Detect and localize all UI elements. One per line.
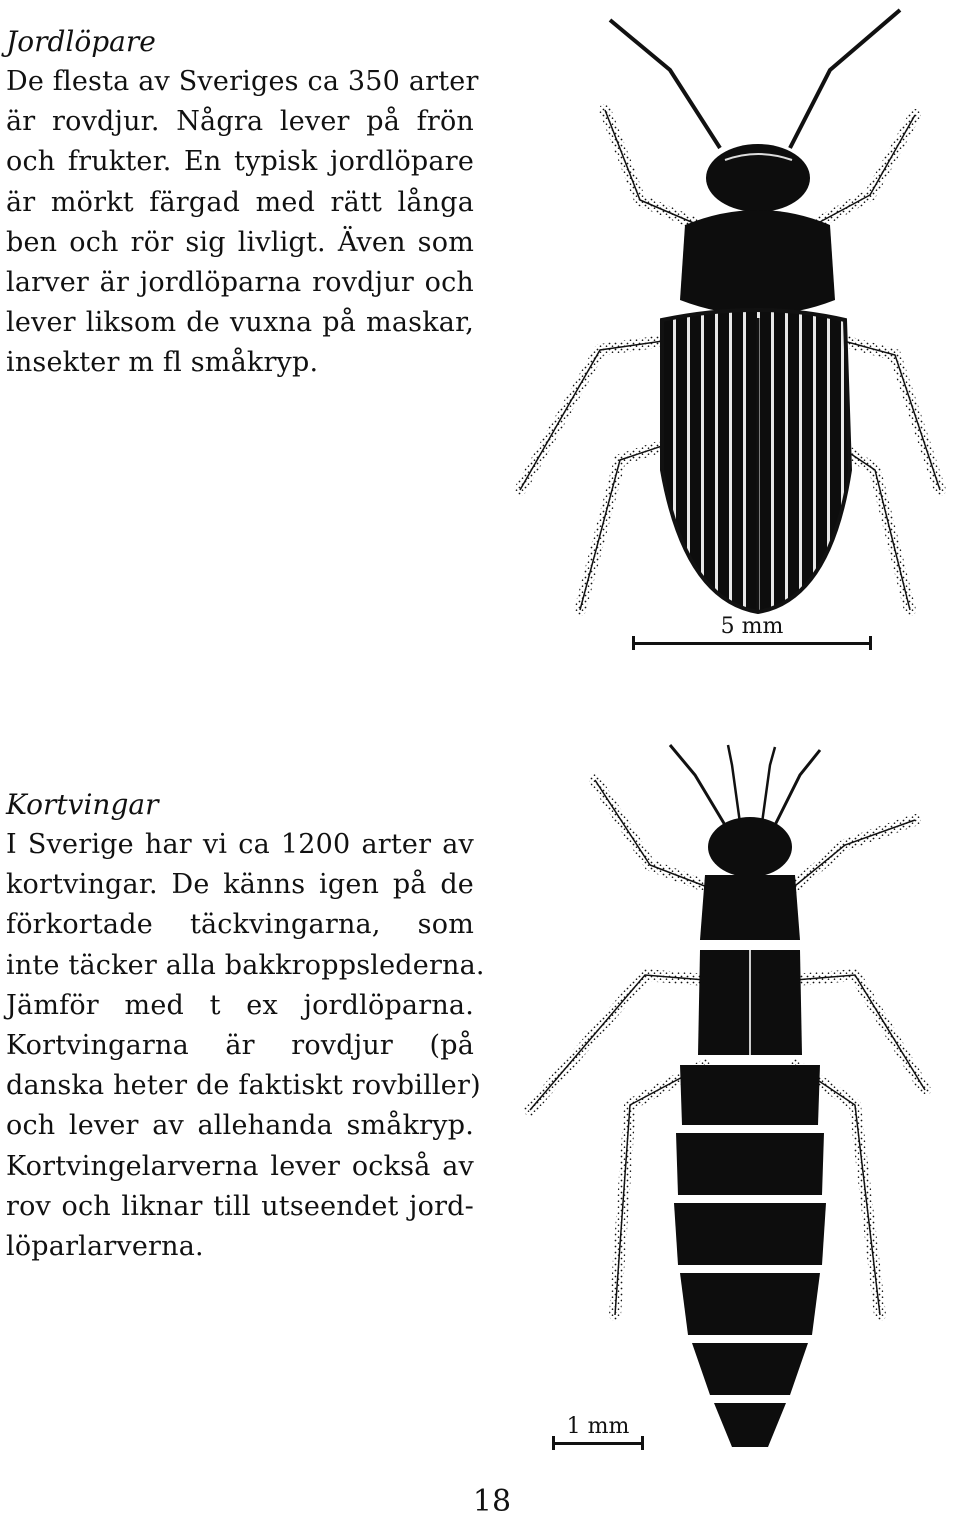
- text-line: Kortvingarna är rovdjur (på: [6, 1030, 474, 1062]
- text-line: I Sverige har vi ca 1200 arter av: [6, 829, 474, 860]
- scale-bar: [552, 1414, 644, 1454]
- text-line: Jämför med t ex jordlöparna.: [6, 989, 474, 1021]
- section-heading: Kortvingar: [6, 788, 159, 821]
- scale-bar-label: 5 mm: [720, 614, 784, 639]
- scale-bar: [632, 614, 872, 654]
- section-jordlopare: [6, 22, 479, 384]
- scale-bar-cap: [641, 1436, 644, 1450]
- scale-bar-label: 1 mm: [566, 1414, 630, 1439]
- text-line: larver är jordlöparna rovdjur och: [6, 267, 474, 299]
- text-line: och frukter. En typisk jordlöpare: [6, 146, 474, 178]
- section-body: [6, 62, 479, 384]
- scale-bar-line: [552, 1442, 644, 1445]
- scale-bar-cap: [552, 1436, 555, 1450]
- text-line: inte täcker alla bakkroppslederna.: [6, 949, 485, 981]
- text-line: De flesta av Sveriges ca 350 arter: [6, 66, 479, 97]
- text-line: danska heter de faktiskt rovbiller): [6, 1070, 481, 1102]
- page-number: 18: [472, 1484, 512, 1519]
- section-kortvingar: [6, 785, 485, 1267]
- text-line: är mörkt färgad med rätt långa: [6, 186, 474, 218]
- text-line: kortvingar. De känns igen på de: [6, 869, 474, 901]
- text-line: lever liksom de vuxna på maskar,: [6, 307, 474, 339]
- scale-bar-cap: [632, 636, 635, 650]
- text-line: ben och rör sig livligt. Även som: [6, 226, 474, 258]
- text-line: löparlarverna.: [6, 1231, 204, 1263]
- section-heading: Jordlöpare: [6, 25, 156, 58]
- ground-beetle-illustration: [500, 0, 960, 630]
- section-body: [6, 825, 485, 1267]
- scale-bar-cap: [869, 636, 872, 650]
- text-line: Kortvingelarverna lever också av: [6, 1150, 474, 1182]
- rove-beetle-illustration: [500, 735, 960, 1455]
- text-line: förkortade täckvingarna, som: [6, 909, 474, 941]
- scale-bar-line: [632, 642, 872, 645]
- text-line: rov och liknar till utseendet jord-: [6, 1190, 474, 1222]
- text-line: är rovdjur. Några lever på frön: [6, 106, 474, 138]
- text-line: och lever av allehanda småkryp.: [6, 1110, 474, 1142]
- text-line: insekter m fl småkryp.: [6, 347, 319, 379]
